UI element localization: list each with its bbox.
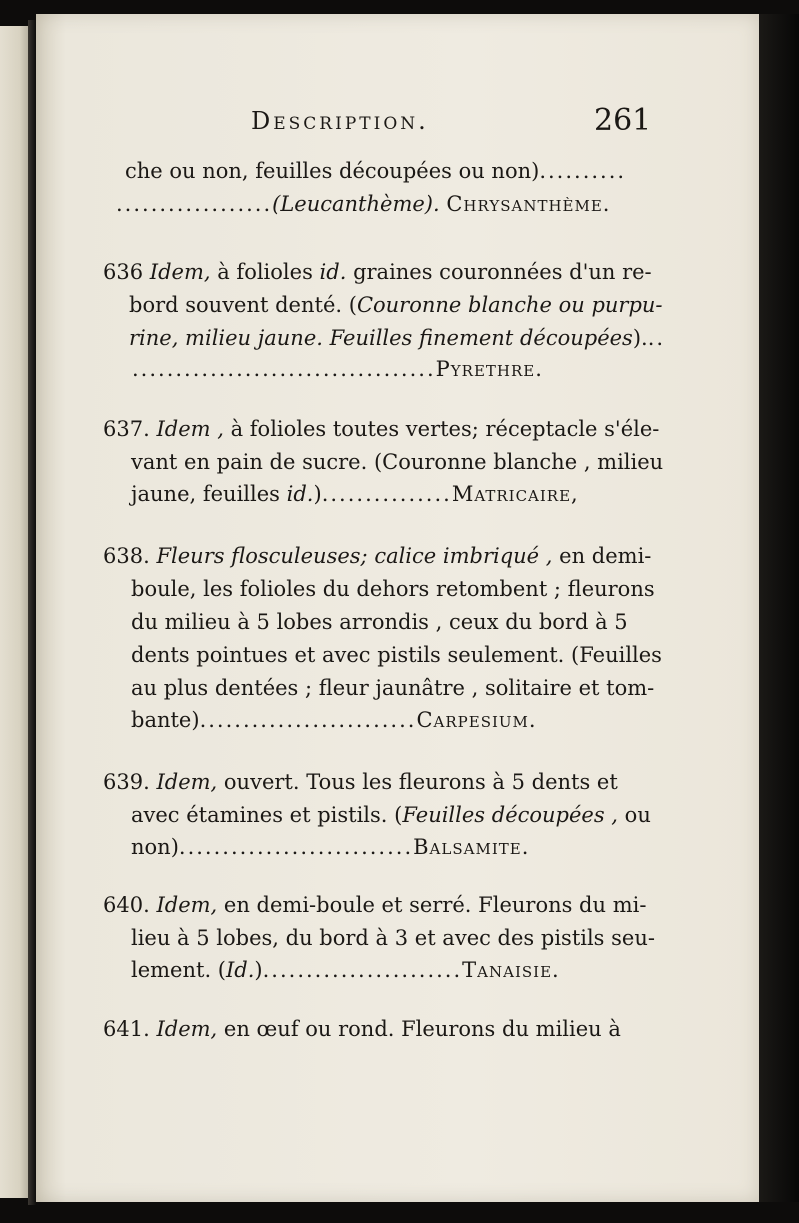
italic-run: Idem, xyxy=(156,770,218,794)
text-line xyxy=(131,608,628,636)
dot-leader: .......... xyxy=(539,159,627,183)
text-line xyxy=(131,575,655,603)
italic-run: Fleurs flosculeuses; xyxy=(156,544,368,568)
italic-run: Idem, xyxy=(156,1017,218,1041)
text-run: che ou non, feuilles découpées ou non) xyxy=(125,159,540,183)
text-line xyxy=(103,891,646,919)
text-run: en demi-boule et serré. Fleurons du mi- xyxy=(223,893,647,917)
text-run: ). xyxy=(632,326,648,350)
page-number: 261 xyxy=(594,103,652,138)
entry-number: 636 xyxy=(103,260,144,284)
plant-name: Matricaire, xyxy=(451,482,579,506)
entry-number: 641. xyxy=(103,1017,150,1041)
entry-number: 637. xyxy=(103,417,150,441)
book-page xyxy=(36,14,759,1202)
italic-run: id. xyxy=(286,482,314,506)
italic-run: calice imbriqué , xyxy=(374,544,553,568)
text-line xyxy=(131,674,654,702)
entry-number: 640. xyxy=(103,893,150,917)
text-line xyxy=(131,833,529,861)
text-run: lement. ( xyxy=(131,958,226,982)
text-line xyxy=(129,324,665,352)
text-line xyxy=(131,956,560,984)
plant-name: Carpesium. xyxy=(416,708,537,732)
dot-leader: ................................... xyxy=(132,357,436,381)
text-run: du milieu à 5 lobes arrondis , ceux du bord à 5 xyxy=(131,610,628,634)
text-line xyxy=(129,291,663,319)
plant-name: Chrysanthème. xyxy=(446,192,611,216)
text-run: ) xyxy=(313,482,322,506)
text-line xyxy=(131,801,651,829)
plant-name: Pyrethre. xyxy=(435,357,543,381)
text-line xyxy=(131,706,537,734)
italic-run: Idem, xyxy=(149,260,211,284)
italic-run: (Leucanthème). xyxy=(272,192,440,216)
text-line xyxy=(131,641,662,669)
text-line xyxy=(131,448,663,476)
italic-run: rine, milieu jaune. Feuilles finement découpées xyxy=(129,326,633,350)
dot-leader: .................. xyxy=(116,192,273,216)
text-run: lieu à 5 lobes, du bord à 3 et avec des pistils seu- xyxy=(131,926,655,950)
entry-number: 638. xyxy=(103,544,150,568)
running-head: Description. xyxy=(251,107,429,135)
text-line xyxy=(131,480,579,508)
italic-run: id. xyxy=(319,260,347,284)
dot-leader: ............... xyxy=(321,482,452,506)
text-run: jaune, feuilles xyxy=(131,482,280,506)
text-run: ) xyxy=(254,958,263,982)
text-line xyxy=(131,924,655,952)
text-run: ou xyxy=(624,803,651,827)
text-run: en demi- xyxy=(559,544,652,568)
page-text xyxy=(36,14,759,1202)
text-run: graines couronnées d'un re- xyxy=(353,260,652,284)
dot-leader: ........................... xyxy=(178,835,414,859)
text-run: bante) xyxy=(131,708,200,732)
text-run: bord souvent denté. ( xyxy=(129,293,357,317)
text-line xyxy=(125,157,626,185)
text-line xyxy=(132,355,543,383)
italic-run: Feuilles découpées , xyxy=(402,803,618,827)
plant-name: Tanaisie. xyxy=(462,958,560,982)
text-run: au plus dentées ; fleur jaunâtre , solitaire et tom- xyxy=(131,676,655,700)
text-run: vant en pain de sucre. (Couronne blanche , milieu xyxy=(131,450,664,474)
text-line xyxy=(103,258,652,286)
text-run: avec étamines et pistils. ( xyxy=(131,803,403,827)
dot-leader: .. xyxy=(647,326,666,350)
italic-run: Idem , xyxy=(156,417,224,441)
text-run: en œuf ou rond. Fleurons du milieu à xyxy=(223,1017,621,1041)
text-line xyxy=(116,190,610,218)
italic-run: Id. xyxy=(226,958,255,982)
text-run: ouvert. Tous les fleurons à 5 dents et xyxy=(223,770,618,794)
text-line xyxy=(103,1015,621,1043)
right-dark-margin xyxy=(759,14,799,1202)
plant-name: Balsamite. xyxy=(413,835,530,859)
text-run: boule, les folioles du dehors retombent ; fleurons xyxy=(131,577,655,601)
text-run: dents pointues et avec pistils seulement. (Feuilles xyxy=(131,643,662,667)
book-gutter xyxy=(28,20,36,1205)
text-line xyxy=(103,768,618,796)
text-line xyxy=(103,542,651,570)
italic-run: Couronne blanche ou purpu- xyxy=(356,293,663,317)
italic-run: Idem, xyxy=(156,893,218,917)
text-line xyxy=(103,415,659,443)
text-run: à folioles toutes vertes; réceptacle s'éle- xyxy=(230,417,660,441)
dot-leader: ......................... xyxy=(199,708,417,732)
left-page-edge xyxy=(0,26,28,1198)
dot-leader: ....................... xyxy=(262,958,463,982)
text-run: non) xyxy=(131,835,179,859)
entry-number: 639. xyxy=(103,770,150,794)
text-run: à folioles xyxy=(217,260,313,284)
